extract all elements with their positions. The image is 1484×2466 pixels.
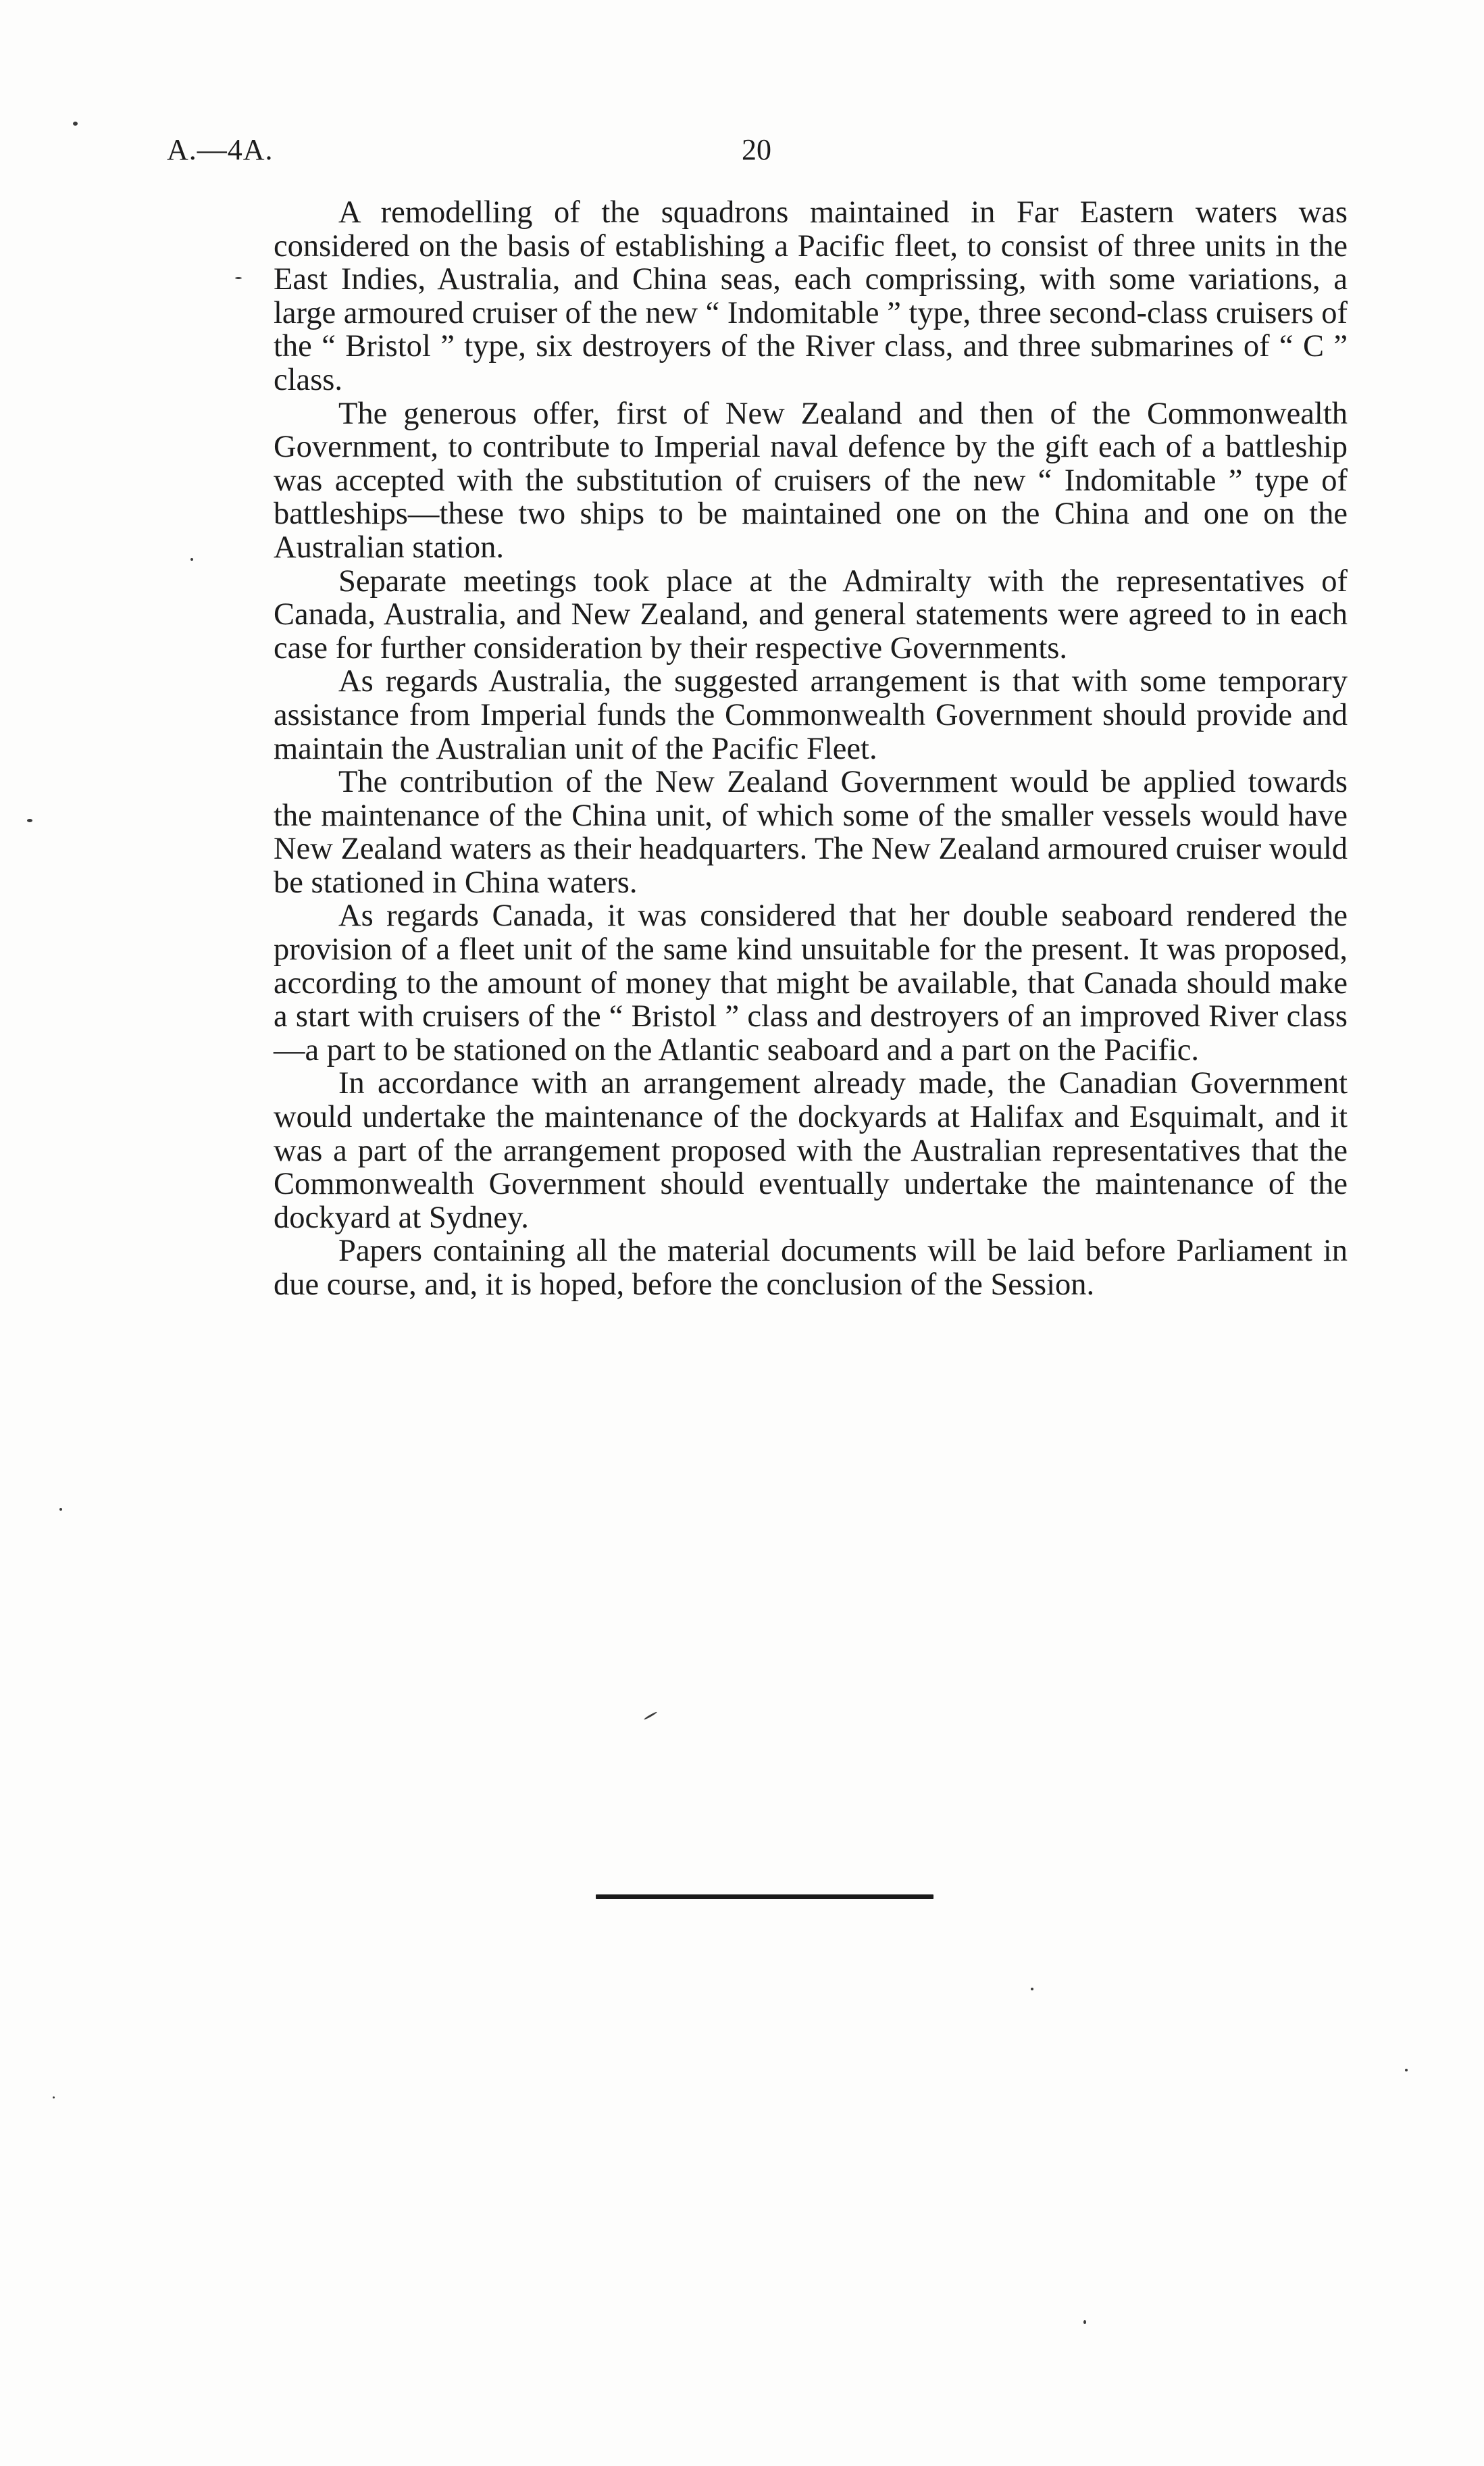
page-number: 20 (742, 133, 771, 166)
scan-speck (235, 277, 242, 279)
scan-speck (73, 122, 78, 126)
paragraph-canada: As regards Canada, it was considered that her double seaboard rendered the provision of a fleet unit of the same kind unsuitable for the present. It was proposed, according to the amount of money that might be available, that Canada should make a start with cruisers of the “ Bristol ” class and destroyers of an improved River class—a part to be stationed on the Atlantic seaboard and a part on the Pacific. (274, 899, 1348, 1067)
paragraph-papers: Papers containing all the material documents will be laid before Parliament in due course, and, it is hoped, before the conclusion of the Session. (274, 1234, 1348, 1302)
paragraph-dockyards: In accordance with an arrangement already made, the Canadian Government would undertake the maintenance of the dockyards at Halifax and Esquimalt, and it was a part of the arrangement proposed with the Australian representatives that the Commonwealth Government should eventually undertake the maintenance of the dockyard at Sydney. (274, 1066, 1348, 1235)
paragraph-admiralty-meetings: Separate meetings took place at the Admiralty with the representatives of Canada, Australia, and New Zealand, and general statements were agreed to in each case for further consideration by their respective Governments. (274, 563, 1348, 665)
scan-speck (27, 819, 32, 822)
paragraph-pacific-fleet: A remodelling of the squadrons maintained in Far Eastern waters was considered on the basis of establishing a Pacific fleet, to consist of three units in the East Indies, Australia, and China seas, each comprissing, with some variations, a large armoured cruiser of the new “ Indomitable ” type, three second-class cruisers of the “ Bristol ” type, six destroyers of the River class, and three submarines of “ C ” class. (274, 195, 1348, 397)
scan-speck (190, 558, 193, 561)
paragraph-battleship-offer: The generous offer, first of New Zealand and then of the Commonwealth Government, to contribute to Imperial naval defence by the gift each of a battleship was accepted with the substitution of cruisers of the new “ Indomitable ” type of battleships—these two ships to be maintained one on the China and one on the Australian station. (274, 396, 1348, 565)
scan-speck (1083, 2320, 1086, 2324)
closing-rule (596, 1894, 933, 1899)
paragraph-new-zealand: The contribution of the New Zealand Government would be applied towards the maintenance of the China unit, of which some of the smaller vessels would have New Zealand waters as their headquarters. The New Zealand armoured cruiser would be stationed in China waters. (274, 765, 1348, 900)
scan-speck (59, 1508, 62, 1511)
document-reference: A.—4A. (167, 133, 274, 166)
paragraph-australia: As regards Australia, the suggested arrangement is that with some temporary assistance from Imperial funds the Commonwealth Government should provide and maintain the Australian unit of the Pacific Fleet. (274, 664, 1348, 766)
scan-speck (644, 1711, 658, 1721)
scan-speck (1405, 2069, 1408, 2071)
body-text (274, 196, 1348, 1302)
scan-speck (53, 2096, 55, 2098)
scan-speck (1031, 1988, 1033, 1990)
